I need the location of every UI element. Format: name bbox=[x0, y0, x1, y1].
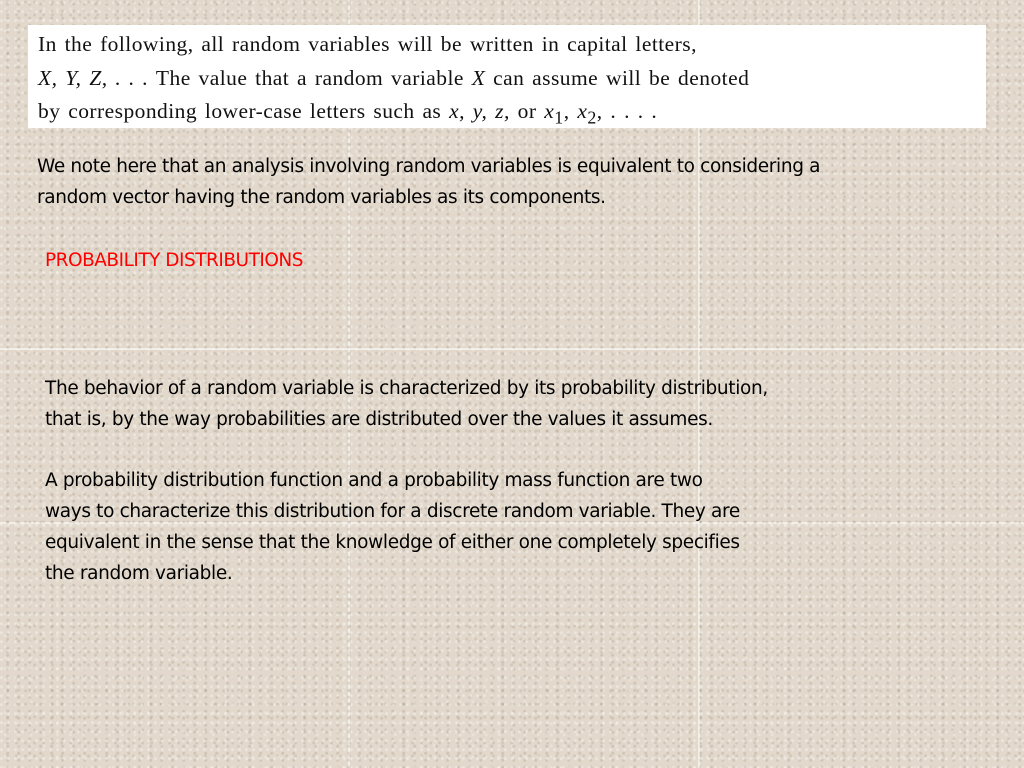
section-heading: PROBABILITY DISTRIBUTIONS bbox=[45, 250, 303, 271]
excerpt-x1: x bbox=[544, 99, 555, 123]
paragraph-line: that is, by the way probabilities are distributed over the values it assumes. bbox=[45, 409, 713, 430]
excerpt-lower-vars: x, y, z, bbox=[449, 99, 510, 123]
excerpt-sub-1: 1 bbox=[554, 107, 564, 128]
excerpt-line-3-end: , . . . . bbox=[596, 99, 658, 123]
paragraph-line: We note here that an analysis involving random variables is equivalent to considering a bbox=[37, 156, 821, 177]
textbook-excerpt bbox=[28, 25, 986, 128]
paragraph-line: equivalent in the sense that the knowledge of either one completely specifies bbox=[45, 532, 740, 553]
paragraph-line: The behavior of a random variable is characterized by its probability distribution, bbox=[45, 378, 768, 399]
excerpt-line-2-middle: The value that a random variable bbox=[148, 65, 472, 90]
excerpt-line-2 bbox=[38, 62, 978, 96]
excerpt-x2: x bbox=[577, 99, 588, 123]
paragraph-line: random vector having the random variables as its components. bbox=[37, 187, 606, 208]
excerpt-line-2-end: can assume will be denoted bbox=[485, 65, 750, 90]
excerpt-line-3 bbox=[38, 95, 978, 135]
excerpt-comma: , bbox=[563, 99, 578, 123]
excerpt-var-x: X bbox=[471, 65, 486, 90]
excerpt-capital-vars: X, Y, Z, . . . bbox=[38, 65, 149, 90]
paragraph-line: the random variable. bbox=[45, 563, 233, 584]
excerpt-or: or bbox=[509, 99, 545, 123]
paragraph-random-vector bbox=[37, 151, 820, 213]
excerpt-line-3-start: by corresponding lower-case letters such as bbox=[38, 99, 450, 123]
excerpt-sub-2: 2 bbox=[587, 107, 597, 128]
excerpt-line-1: In the following, all random variables will be written in capital letters, bbox=[38, 32, 697, 56]
paragraph-behavior bbox=[45, 373, 768, 435]
paragraph-line: A probability distribution function and a probability mass function are two bbox=[45, 470, 703, 491]
paragraph-distribution-functions bbox=[45, 465, 740, 589]
paragraph-line: ways to characterize this distribution for a discrete random variable. They are bbox=[45, 501, 740, 522]
